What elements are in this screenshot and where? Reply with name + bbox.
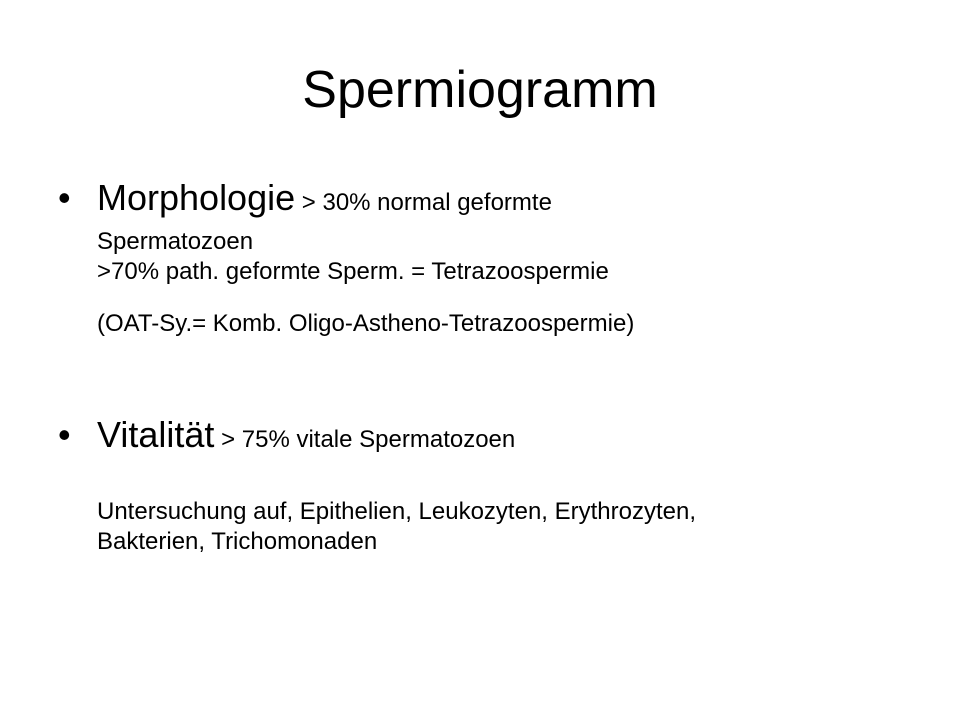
bullet-dot-icon: • [58, 414, 71, 455]
slide-title: Spermiogramm [302, 61, 658, 119]
bullet-text [97, 177, 917, 339]
bullet-line: Bakterien, Trichomonaden [97, 528, 378, 555]
bullet-line: Spermatozoen [97, 228, 254, 255]
bullet-text [97, 414, 917, 557]
bullet-dot-icon: • [58, 177, 71, 218]
bullet-lead-line [97, 414, 917, 464]
bullet-line: Untersuchung auf, Epithelien, Leukozyten, Erythrozyten, [97, 498, 697, 525]
bullet-line: >70% path. geformte Sperm. = Tetrazoospermie [97, 258, 609, 285]
bullet-heading: Morphologie [97, 177, 296, 218]
bullet-inline-text: > 30% normal geformte [295, 189, 552, 216]
bullet-heading: Vitalität [97, 414, 215, 455]
bullet-inline-text: > 75% vitale Spermatozoen [214, 426, 516, 453]
bullet-lead-line [97, 177, 917, 227]
bullet-line: (OAT-Sy.= Komb. Oligo-Astheno-Tetrazoospermie) [97, 310, 635, 337]
